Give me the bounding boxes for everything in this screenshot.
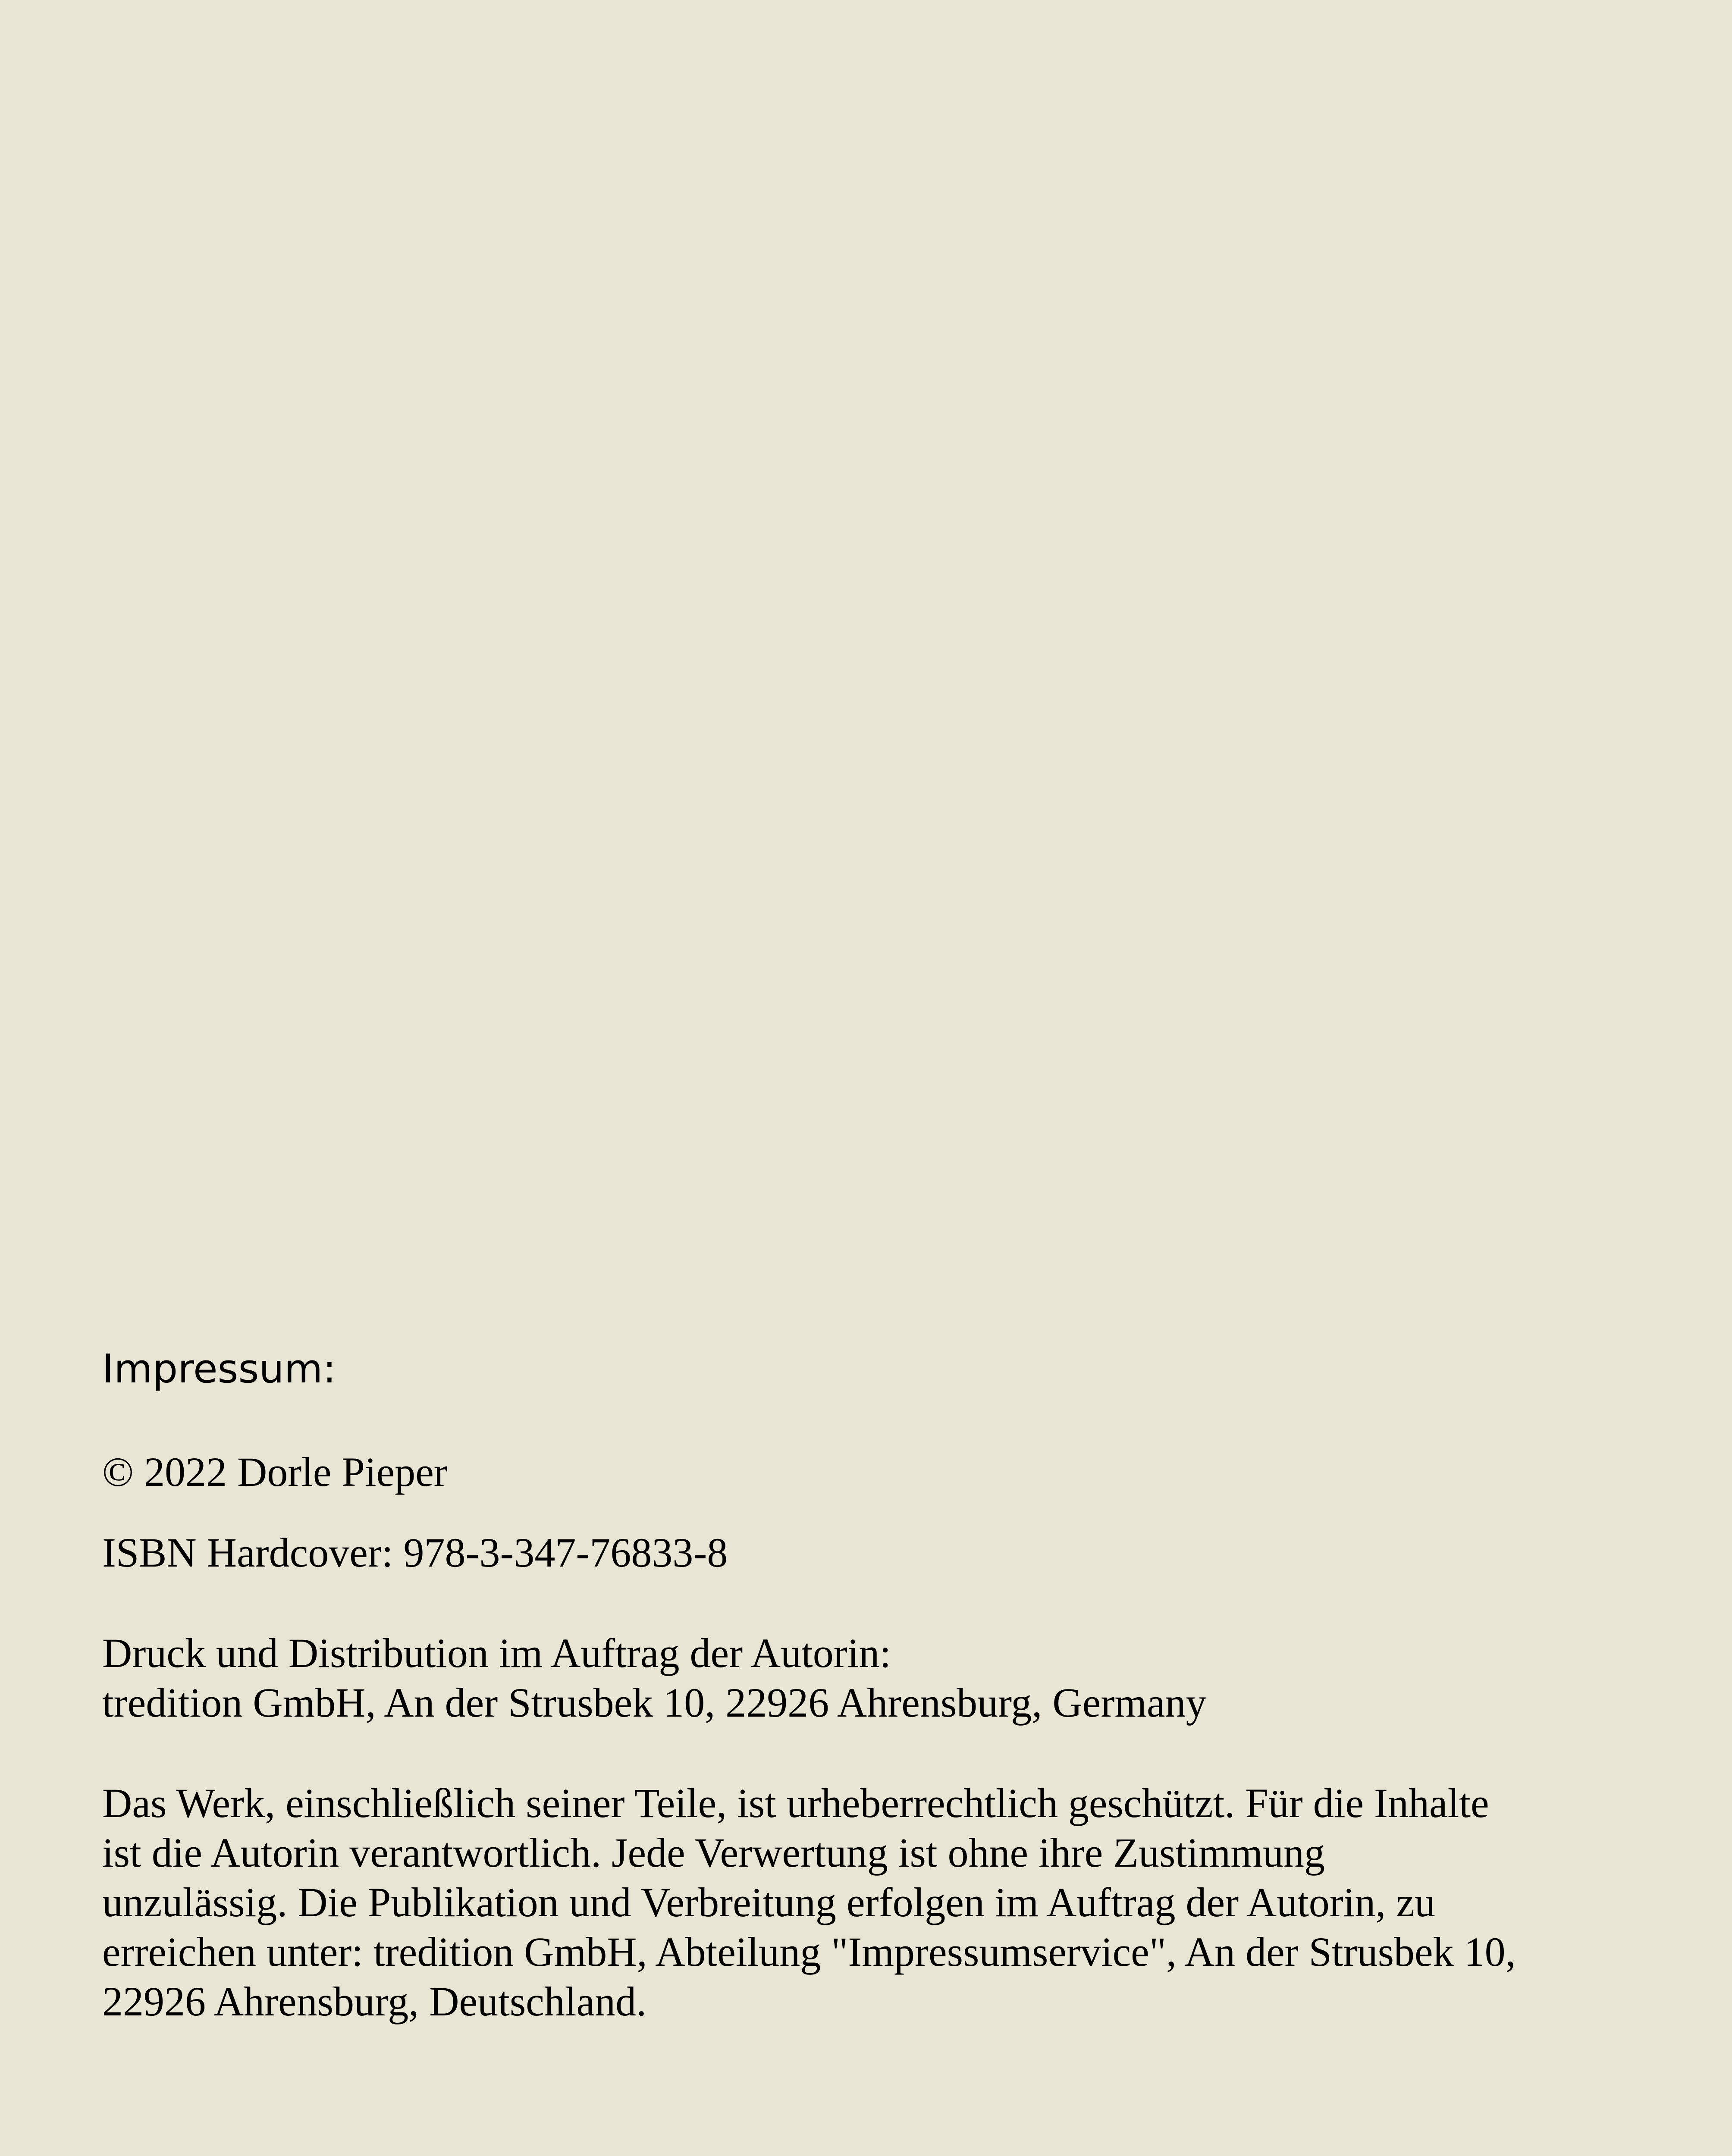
legal-notice-line-5: 22926 Ahrensburg, Deutschland. — [102, 1978, 647, 2025]
printer-info — [102, 1628, 1638, 1727]
imprint-heading: Impressum: — [102, 1346, 336, 1392]
legal-notice — [102, 1778, 1638, 2026]
printer-info-line-2: tredition GmbH, An der Strusbek 10, 22926 Ahrensburg, Germany — [102, 1680, 1207, 1726]
legal-notice-line-3: unzulässig. Die Publikation und Verbreitung erfolgen im Auftrag der Autorin, zu — [102, 1879, 1435, 1926]
isbn-line: ISBN Hardcover: 978-3-347-76833-8 — [102, 1529, 728, 1576]
copyright-notice: © 2022 Dorle Pieper — [102, 1449, 448, 1495]
legal-notice-line-1: Das Werk, einschließlich seiner Teile, ist urheberrechtlich geschützt. Für die Inhalte — [102, 1780, 1489, 1827]
legal-notice-line-2: ist die Autorin verantwortlich. Jede Verwertung ist ohne ihre Zustimmung — [102, 1830, 1325, 1876]
legal-notice-line-4: erreichen unter: tredition GmbH, Abteilung "Impressumservice", An der Strusbek 10, — [102, 1929, 1516, 1975]
imprint-section — [102, 1345, 1638, 2026]
printer-info-line-1: Druck und Distribution im Auftrag der Autorin: — [102, 1630, 891, 1677]
